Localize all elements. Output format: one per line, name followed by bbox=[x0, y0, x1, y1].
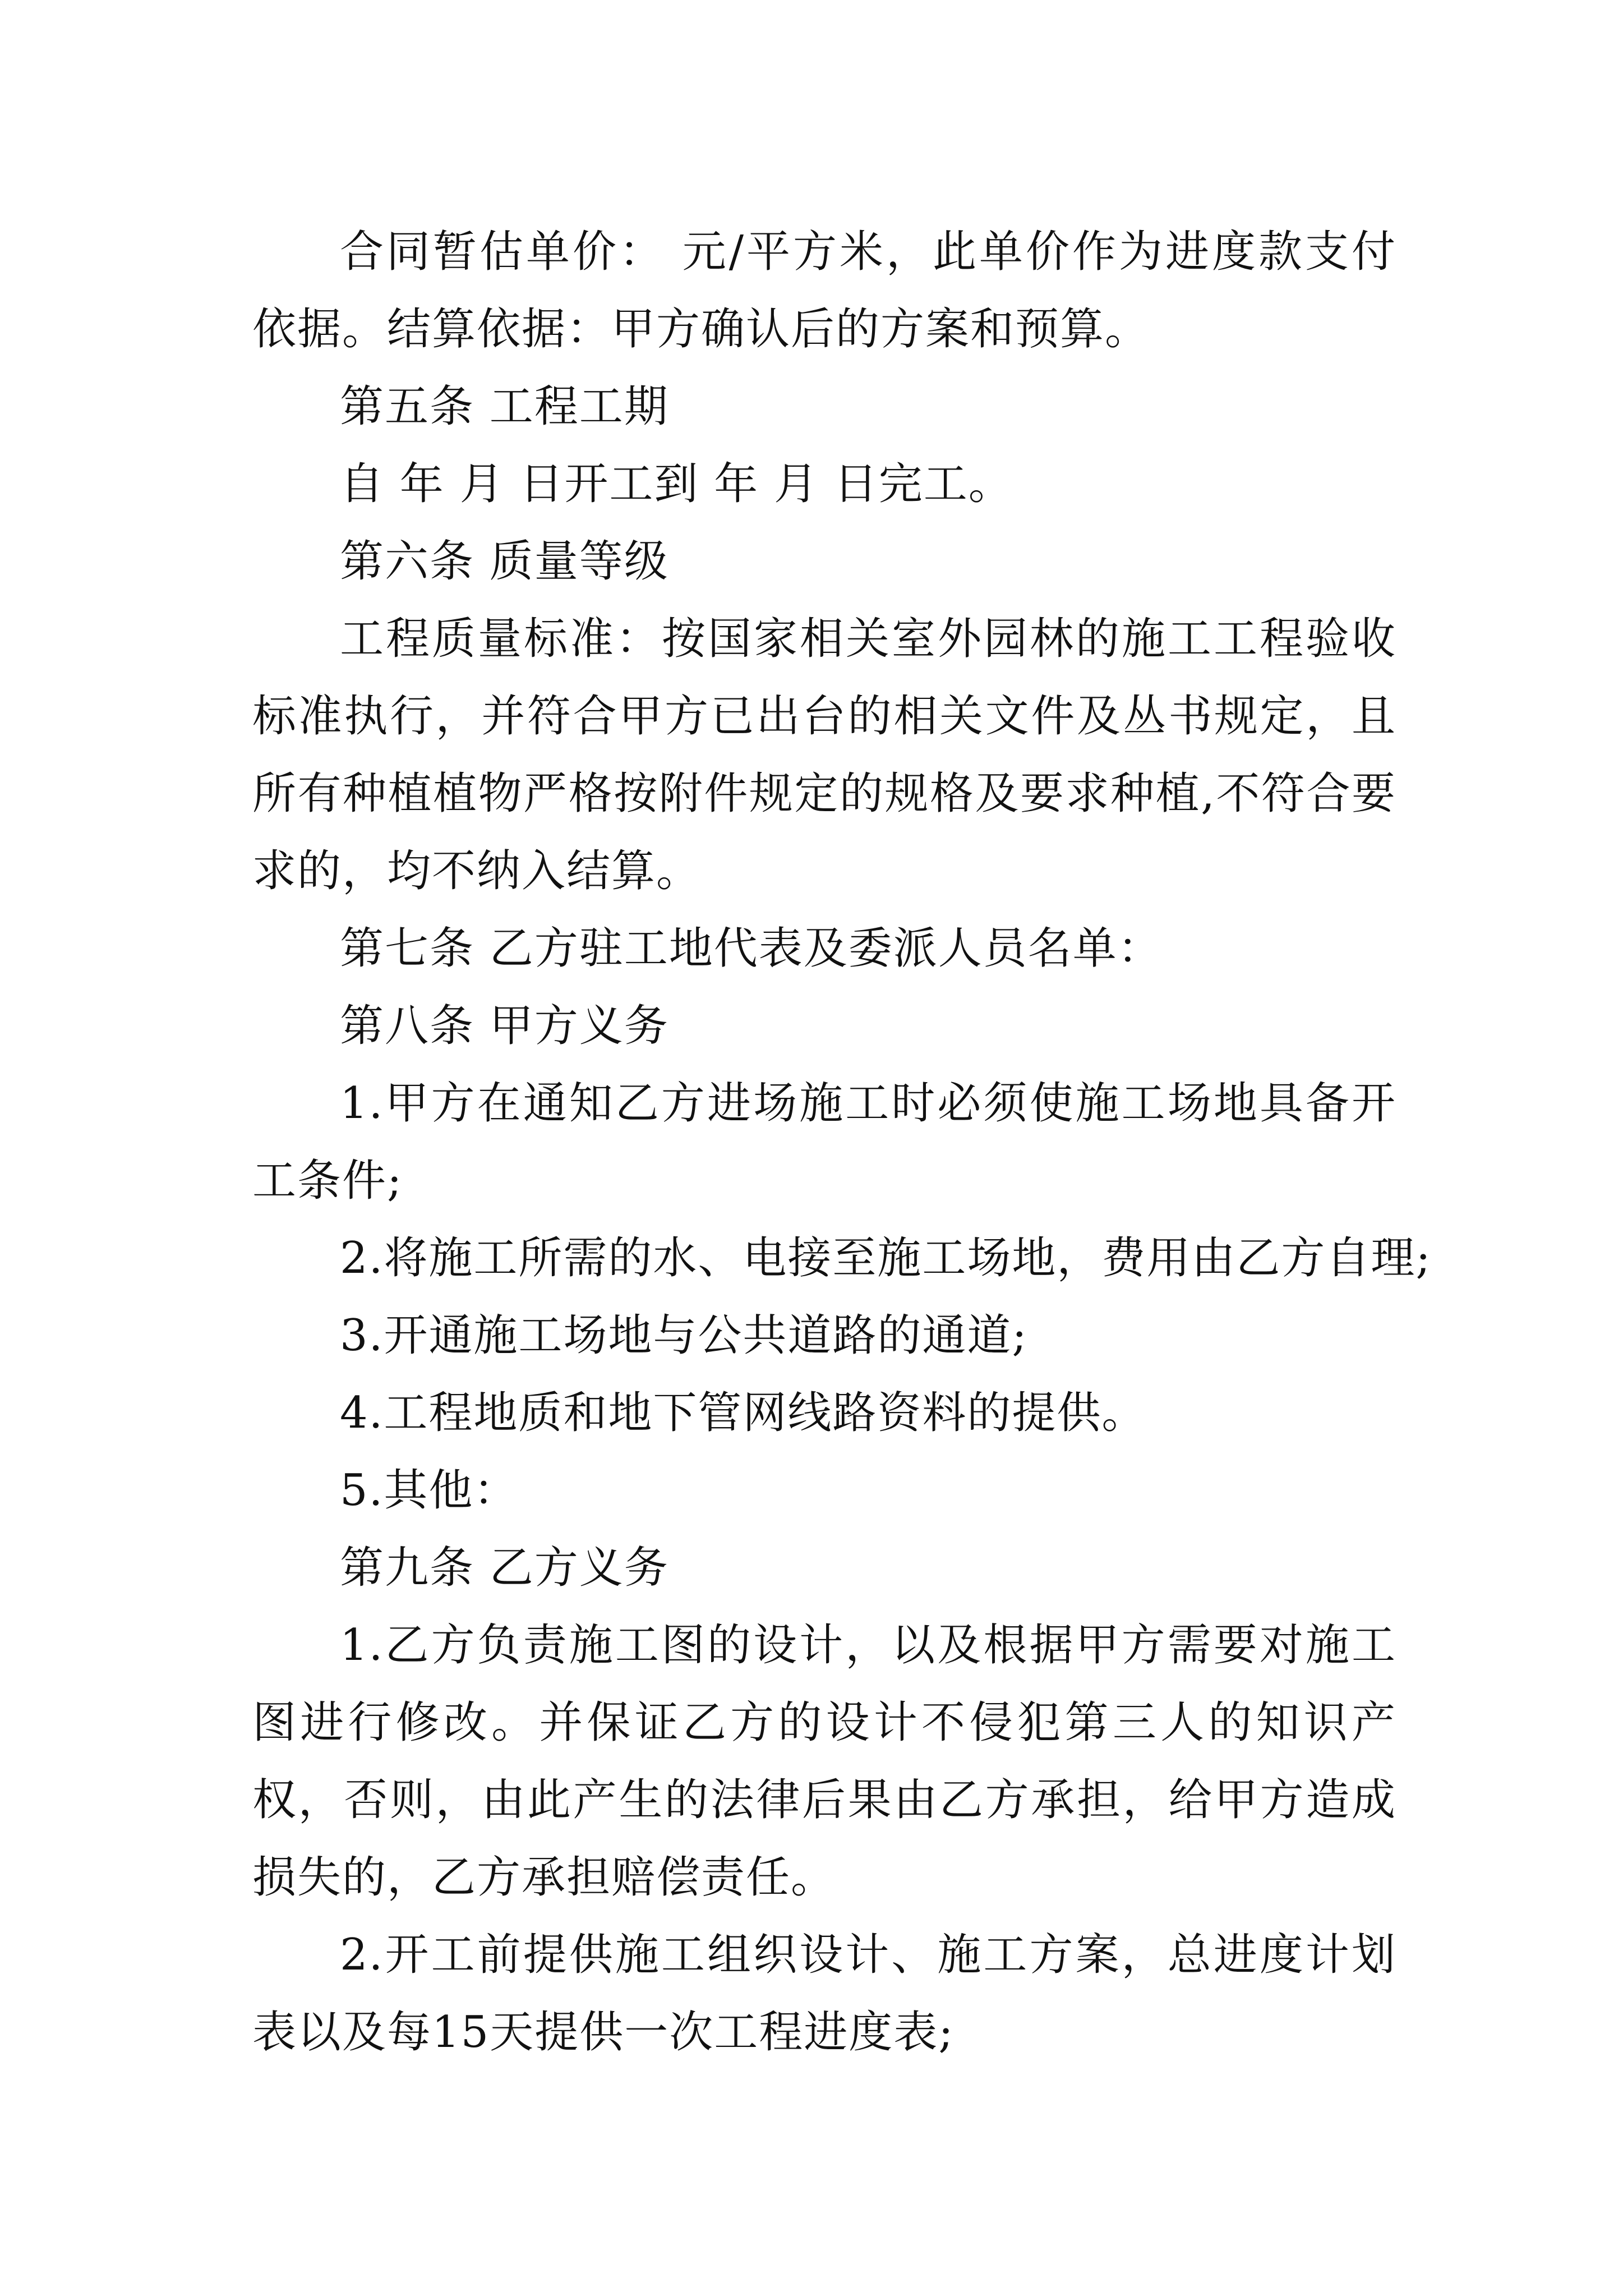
list-item-party-a-4: 4.工程地质和地下管网线路资料的提供。 bbox=[340, 1388, 1147, 1438]
list-item-party-b-1: 1.乙方负责施工图的设计，以及根据甲方需要对施工图进行修改。并保证乙方的设计不侵犯第三人的知识产权，否则，由此产生的法律后果由乙方承担，给甲方造成损失的，乙方承担赔偿责任。 bbox=[252, 1620, 1396, 1903]
list-item-party-a-3: 3.开通施工场地与公共道路的通道; bbox=[340, 1310, 1028, 1361]
list-item-party-a-2: 2.将施工所需的水、电接至施工场地，费用由乙方自理; bbox=[340, 1233, 1432, 1283]
paragraph-unit-price: 合同暂估单价： 元/平方米，此单价作为进度款支付依据。结算依据：甲方确认后的方案和预算。 bbox=[252, 227, 1396, 355]
heading-article-9: 第九条 乙方义务 bbox=[340, 1543, 669, 1593]
heading-article-5: 第五条 工程工期 bbox=[340, 381, 669, 432]
heading-article-8: 第八条 甲方义务 bbox=[340, 1001, 669, 1051]
heading-article-7: 第七条 乙方驻工地代表及委派人员名单： bbox=[340, 923, 1163, 974]
heading-article-6: 第六条 质量等级 bbox=[340, 536, 669, 587]
paragraph-quality-standard: 工程质量标准：按国家相关室外园林的施工工程验收标准执行，并符合甲方已出台的相关文件及丛书规定，且所有种植植物严格按附件规定的规格及要求种植,不符合要求的，均不纳入结算。 bbox=[252, 614, 1396, 896]
document-body bbox=[252, 213, 1432, 2071]
list-item-party-a-5: 5.其他： bbox=[340, 1465, 519, 1516]
paragraph-schedule: 自 年 月 日开工到 年 月 日完工。 bbox=[340, 459, 1013, 509]
list-item-party-b-2: 2.开工前提供施工组织设计、施工方案，总进度计划表以及每15天提供一次工程进度表; bbox=[252, 1930, 1396, 2058]
list-item-party-a-1: 1.甲方在通知乙方进场施工时必须使施工场地具备开工条件; bbox=[252, 1078, 1396, 1206]
